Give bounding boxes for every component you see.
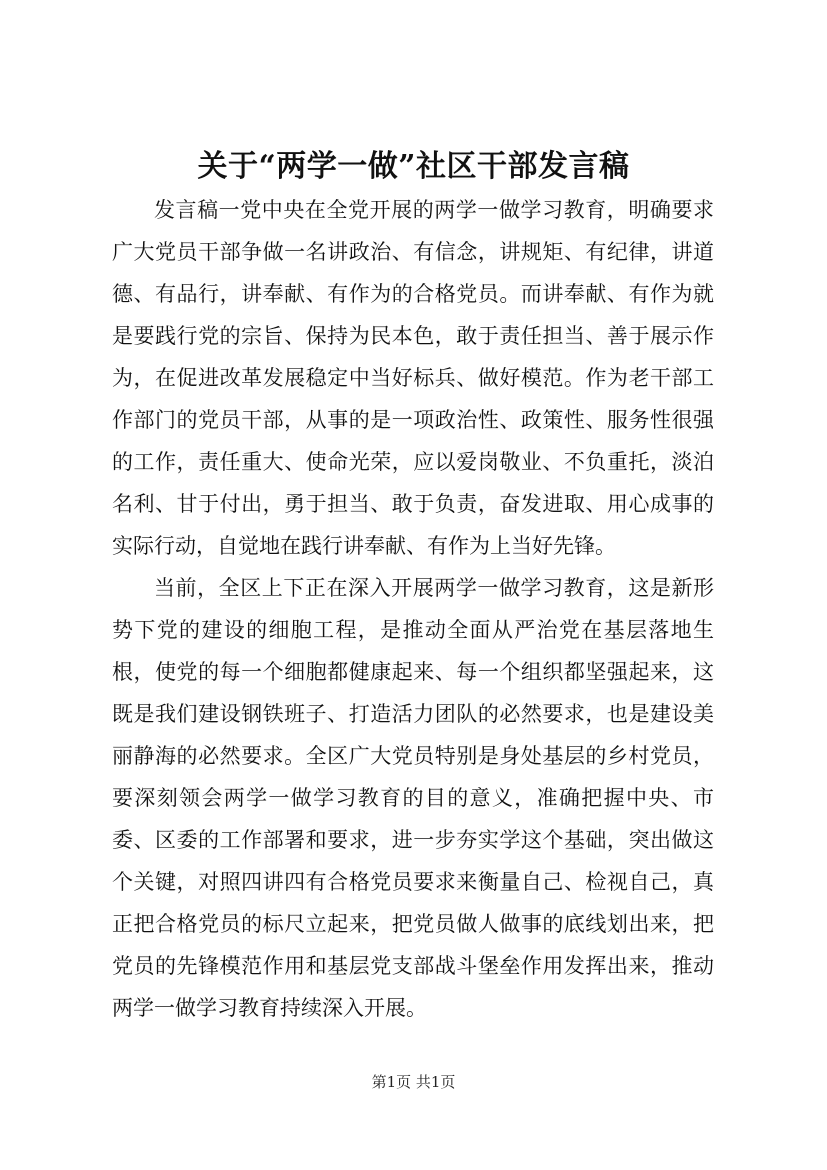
body-paragraph-2: 当前，全区上下正在深入开展两学一做学习教育，这是新形势下党的建设的细胞工程，是推动全面从严治党在基层落地生根，使党的每一个细胞都健康起来、每一个组织都坚强起来，这既是我们建设钢铁班子、打造活力团队的必然要求，也是建设美丽静海的必然要求。全区广大党员特别是身处基层的乡村党员，要深刻领会两学一做学习教育的目的意义，准确把握中央、市委、区委的工作部署和要求，进一步夯实学这个基础，突出做这个关键，对照四讲四有合格党员要求来衡量自己、检视自己，真正把合格党员的标尺立起来，把党员做人做事的底线划出来，把党员的先锋模范作用和基层党支部战斗堡垒作用发挥出来，推动两学一做学习教育持续深入开展。 xyxy=(112,576,714,1020)
body-paragraph-1: 发言稿一党中央在全党开展的两学一做学习教育，明确要求广大党员干部争做一名讲政治、有信念，讲规矩、有纪律，讲道德、有品行，讲奉献、有作为的合格党员。而讲奉献、有作为就是要践行党的宗旨、保持为民本色，敢于责任担当、善于展示作为，在促进改革发展稳定中当好标兵、做好模范。作为老干部工作部门的党员干部，从事的是一项政治性、政策性、服务性很强的工作，责任重大、使命光荣，应以爱岗敬业、不负重托，淡泊名利、甘于付出，勇于担当、敢于负责，奋发进取、用心成事的实际行动，自觉地在践行讲奉献、有作为上当好先锋。 xyxy=(112,198,714,558)
document-body xyxy=(112,189,714,1029)
page-footer: 第1页 共1页 xyxy=(371,1073,456,1091)
document-title: 关于“两学一做”社区干部发言稿 xyxy=(197,149,630,184)
